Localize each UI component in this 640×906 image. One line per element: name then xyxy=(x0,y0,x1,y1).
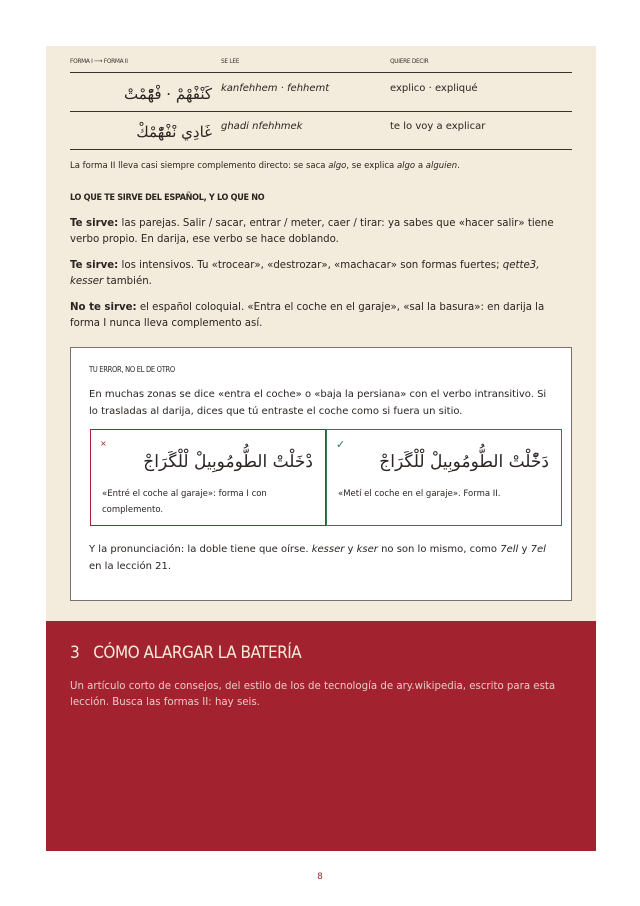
error-box-footer: Y la pronunciación: la doble tiene que oírse. kesser y kser no son lo mismo, como 7ell y 7el en la lección 21. xyxy=(89,544,546,572)
table-header-meaning: QUIERE DECIR xyxy=(390,57,429,65)
table-note: La forma II lleva casi siempre complemento directo: se saca algo, se explica algo a alguien. xyxy=(70,161,460,171)
error-box xyxy=(70,347,572,601)
table-rule xyxy=(70,149,572,150)
wrong-example-caption: «Entré el coche al garaje»: forma I con complemento. xyxy=(102,489,267,515)
table-row-2-meaning: te lo voy a explicar xyxy=(390,121,486,132)
section-3-text: Un artículo corto de consejos, del estilo de los de tecnología de ary.wikipedia, escrito para esta lección. Busca las formas II: hay seis. xyxy=(70,681,556,708)
table-row-1-translit: kanfehhem · fehhemt xyxy=(221,83,330,94)
cross-icon: × xyxy=(100,439,107,448)
error-box-heading: TU ERROR, NO EL DE OTRO xyxy=(89,365,175,374)
table-row-1-meaning: explico · expliqué xyxy=(390,83,478,94)
table-row-2-translit: ghadi nfehhmek xyxy=(221,121,303,132)
right-example-arabic: دَخّْلْتْ الطُّومُوبِيلْ لْلْگَرَاجْ xyxy=(379,452,549,472)
table-rule xyxy=(70,111,572,112)
error-box-intro: En muchas zonas se dice «entra el coche» o «baja la persiana» con el verbo intransitivo. Si lo trasladas al darija, dices que tú entraste el coche como si fuera un sitio. xyxy=(89,389,547,417)
table-header-read: SE LEE xyxy=(221,57,240,65)
wrong-example-card xyxy=(90,429,326,526)
table-row-2-arabic: غَادِي نْفْهّْمْكْ xyxy=(136,123,212,141)
paragraph-no-te-sirve: No te sirve: el español coloquial. «Entra el coche en el garaje», «sal la basura»: en darija la forma I nunca lleva complemento así. xyxy=(70,302,545,329)
right-example-caption: «Metí el coche en el garaje». Forma II. xyxy=(338,489,501,499)
wrong-example-arabic: دْخَلْتْ الطُّومُوبِيلْ لْلْگَرَاجْ xyxy=(143,452,313,472)
table-row-1-arabic: كَنْفْهْمْ · فْهّْمْتْ xyxy=(124,85,212,103)
page-number: 8 xyxy=(317,872,323,882)
right-example-card xyxy=(326,429,562,526)
table-header-forms: FORMA I ⟶ FORMA II xyxy=(70,57,128,65)
section-number: 3 xyxy=(70,643,80,663)
check-icon: ✓ xyxy=(336,438,346,451)
section-3-title: 3 CÓMO ALARGAR LA BATERÍA xyxy=(70,643,302,663)
table-rule xyxy=(70,72,572,73)
paragraph-te-sirve-1: Te sirve: las parejas. Salir / sacar, entrar / meter, caer / tirar: ya sabes que «hacer salir» tiene verbo propio. En darija, ese verbo se hace doblando. xyxy=(70,218,554,245)
paragraph-te-sirve-2: Te sirve: los intensivos. Tu «trocear», «destrozar», «machacar» son formas fuertes; qette3, kesser también. xyxy=(70,260,540,287)
section-heading: LO QUE TE SIRVE DEL ESPAÑOL, Y LO QUE NO xyxy=(70,193,265,203)
